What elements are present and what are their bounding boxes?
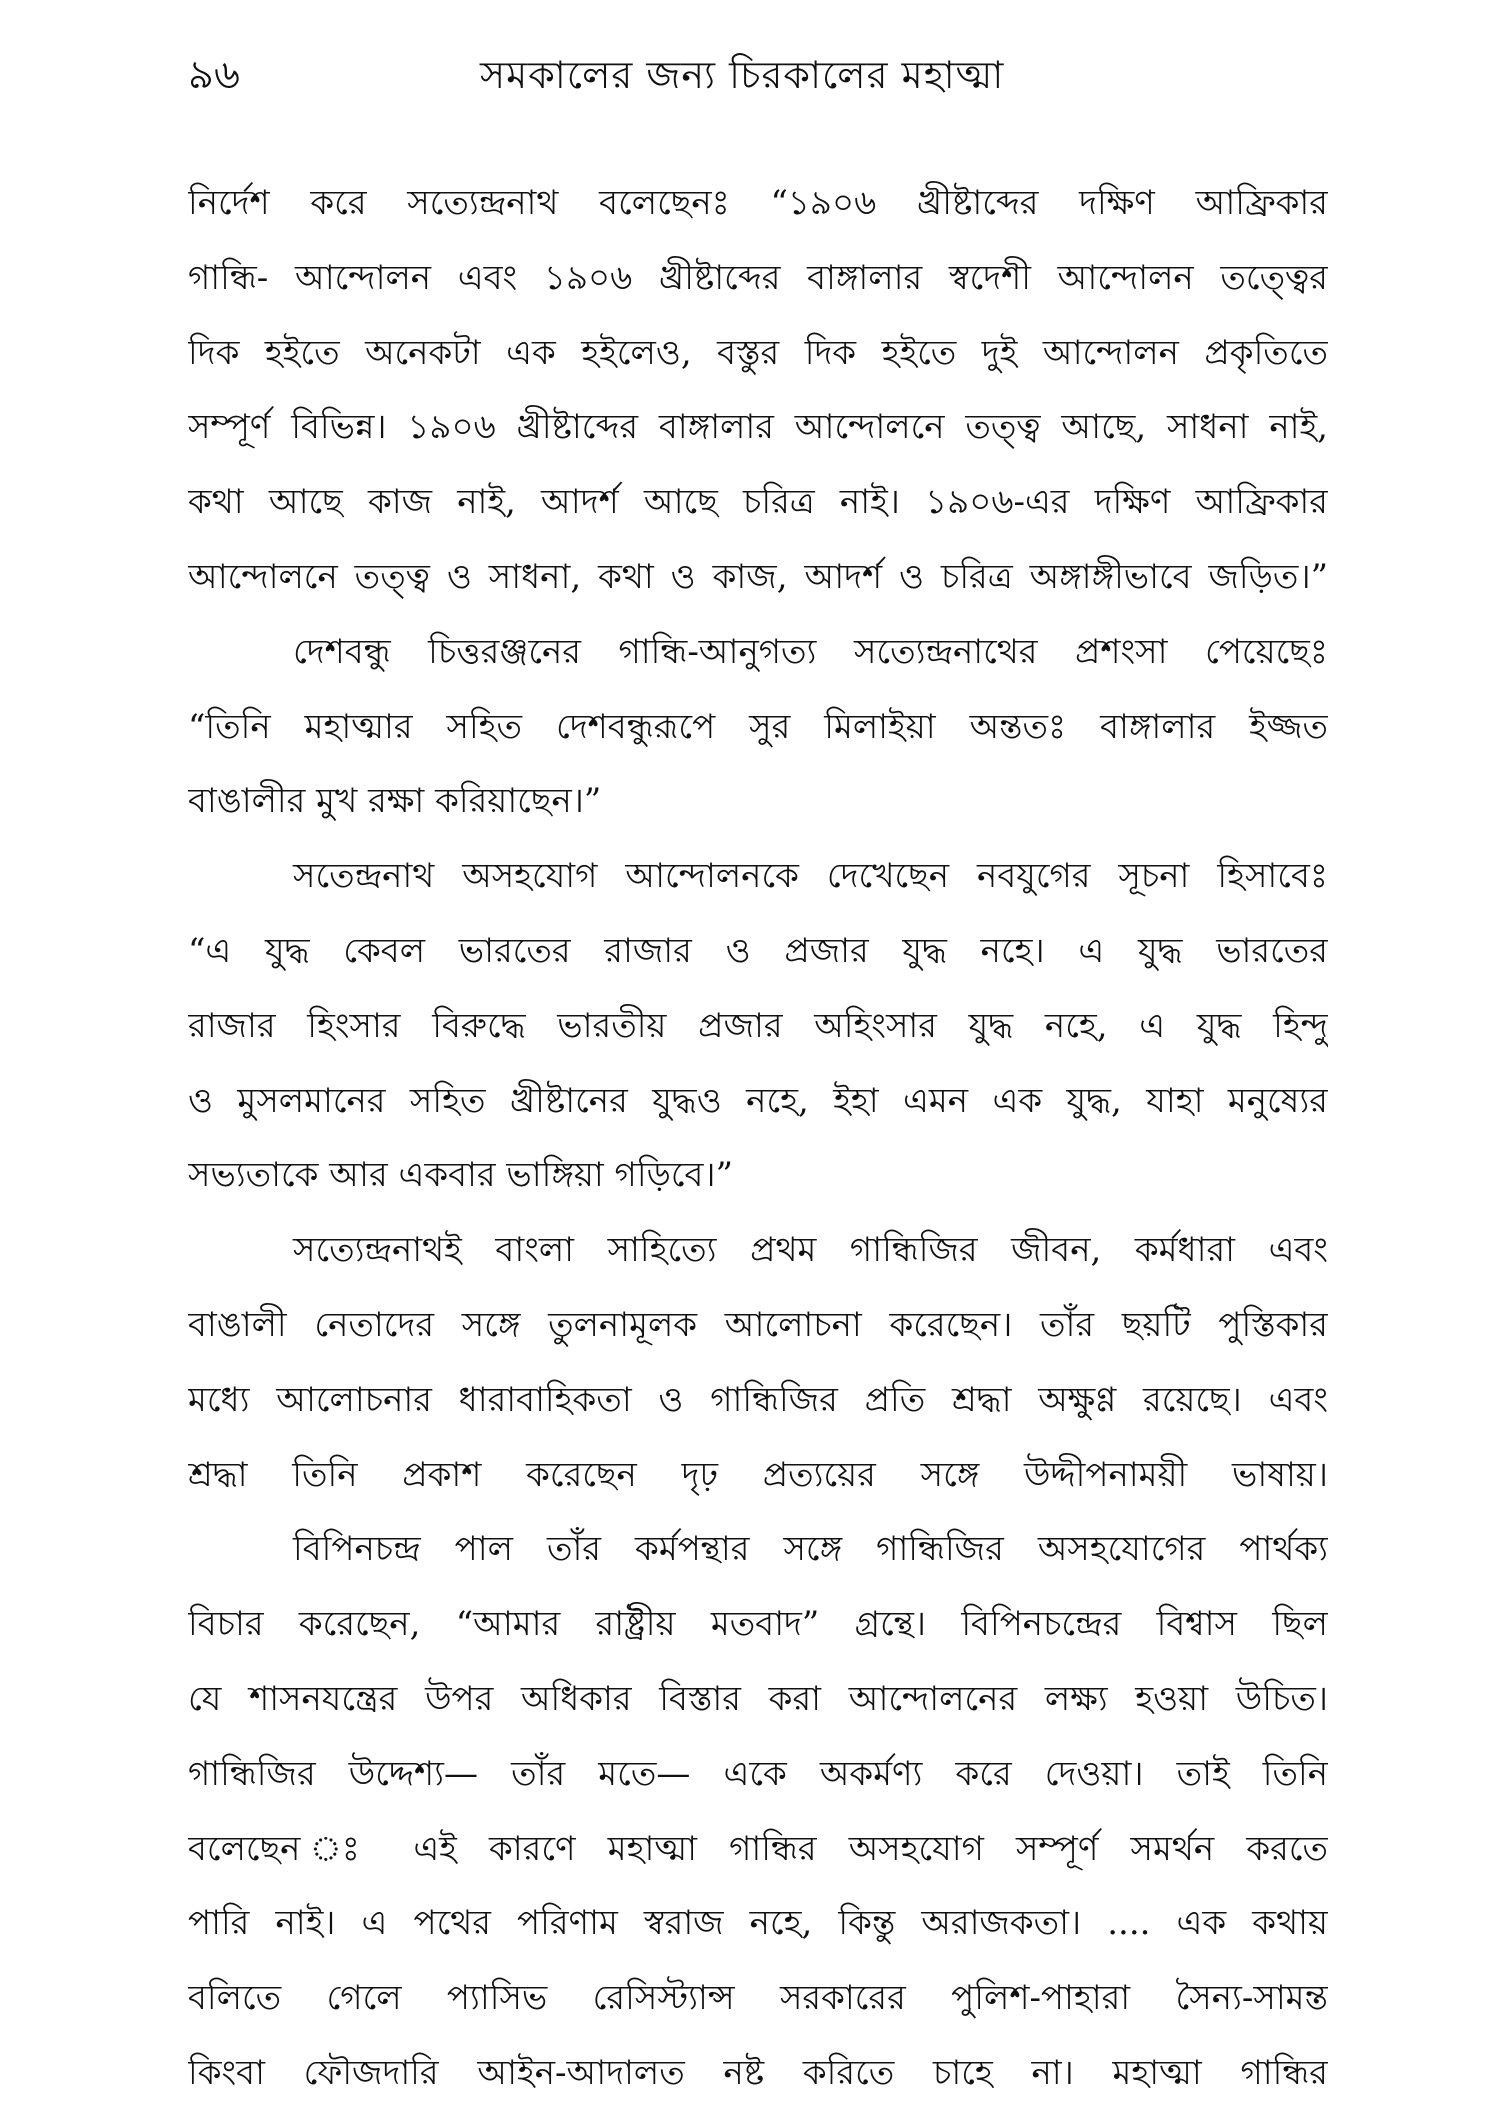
text-line: বিচার করেছেন, “আমার রাষ্ট্রীয় মতবাদ” গ্রন্থে। বিপিনচন্দ্রের বিশ্বাস ছিল — [188, 1604, 1328, 1645]
text-line: বলেছেন ঃ এই কারণে মহাত্মা গান্ধির অসহযোগ সম্পূর্ণ সমর্থন করতে — [188, 1828, 1328, 1869]
text-line: রাজার হিংসার বিরুদ্ধে ভারতীয় প্রজার অহিংসার যুদ্ধ নহে, এ যুদ্ধ হিন্দু — [188, 1005, 1328, 1046]
text-line: সম্পূর্ণ বিভিন্ন। ১৯০৬ খ্রীষ্টাব্দের বাঙ্গালার আন্দোলনে তত্ত্ব আছে, সাধনা নাই, — [188, 407, 1328, 448]
text-line: কিংবা ফৌজদারি আইন-আদালত নষ্ট করিতে চাহে না। মহাত্মা গান্ধির — [188, 2052, 1328, 2093]
text-line: শ্রদ্ধা তিনি প্রকাশ করেছেন দৃঢ় প্রত্যয়ের সঙ্গে উদ্দীপনাময়ী ভাষায়। — [188, 1454, 1328, 1495]
text-line: যে শাসনযন্ত্রের উপর অধিকার বিস্তার করা আন্দোলনের লক্ষ্য হওয়া উচিত। — [188, 1678, 1328, 1719]
text-line: বাঙালী নেতাদের সঙ্গে তুলনামূলক আলোচনা করেছেন। তাঁর ছয়টি পুস্তিকার — [188, 1304, 1328, 1345]
text-line: দেশবন্ধু চিত্তরঞ্জনের গান্ধি-আনুগত্য সত্যেন্দ্রনাথের প্রশংসা পেয়েছেঃ — [293, 631, 1328, 672]
text-line: গান্ধিজির উদ্দেশ্য— তাঁর মতে— একে অকর্মণ্য করে দেওয়া। তাই তিনি — [188, 1753, 1328, 1794]
running-title: সমকালের জন্য চিরকালের মহাত্মা — [480, 53, 1005, 97]
body-text — [188, 166, 1328, 2111]
text-line: বিপিনচন্দ্র পাল তাঁর কর্মপন্থার সঙ্গে গান্ধিজির অসহযোগের পার্থক্য — [293, 1529, 1328, 1570]
page-header — [0, 40, 1500, 110]
text-line: নির্দেশ করে সত্যেন্দ্রনাথ বলেছেনঃ “১৯০৬ খ্রীষ্টাব্দের দক্ষিণ আফ্রিকার — [188, 183, 1328, 223]
text-line: সভ্যতাকে আর একবার ভাঙ্গিয়া গড়িবে।” — [188, 1155, 733, 1196]
text-line: আন্দোলনে তত্ত্ব ও সাধনা, কথা ও কাজ, আদর্শ ও চরিত্র অঙ্গাঙ্গীভাবে জড়িত।” — [188, 556, 1328, 597]
text-line: দিক হইতে অনেকটা এক হইলেও, বস্তুর দিক হইতে দুই আন্দোলন প্রকৃতিতে — [188, 332, 1328, 373]
text-line: ও মুসলমানের সহিত খ্রীষ্টানের যুদ্ধও নহে, ইহা এমন এক যুদ্ধ, যাহা মনুষ্যের — [188, 1080, 1328, 1121]
text-line: গান্ধি- আন্দোলন এবং ১৯০৬ খ্রীষ্টাব্দের বাঙ্গালার স্বদেশী আন্দোলন তত্ত্বের — [188, 257, 1328, 298]
page-number: ৯৬ — [188, 52, 240, 98]
text-line: কথা আছে কাজ নাই, আদর্শ আছে চরিত্র নাই। ১৯০৬-এর দক্ষিণ আফ্রিকার — [188, 482, 1328, 523]
text-line: বলিতে গেলে প্যাসিভ রেসিস্ট্যান্স সরকারের পুলিশ-পাহারা সৈন্য-সামন্ত — [188, 1978, 1328, 2019]
text-line: সতেন্দ্রনাথ অসহযোগ আন্দোলনকে দেখেছেন নবযুগের সূচনা হিসাবেঃ — [293, 856, 1328, 897]
text-line: “তিনি মহাত্মার সহিত দেশবন্ধুরূপে সুর মিলাইয়া অন্ততঃ বাঙ্গালার ইজ্জত — [188, 706, 1328, 747]
text-line: পারি নাই। এ পথের পরিণাম স্বরাজ নহে, কিন্তু অরাজকতা। .... এক কথায় — [188, 1903, 1328, 1944]
text-line: সত্যেন্দ্রনাথই বাংলা সাহিত্যে প্রথম গান্ধিজির জীবন, কর্মধারা এবং — [293, 1230, 1328, 1271]
text-line: “এ যুদ্ধ কেবল ভারতের রাজার ও প্রজার যুদ্ধ নহে। এ যুদ্ধ ভারতের — [188, 930, 1328, 971]
text-line: মধ্যে আলোচনার ধারাবাহিকতা ও গান্ধিজির প্রতি শ্রদ্ধা অক্ষুণ্ণ রয়েছে। এবং — [188, 1379, 1328, 1420]
text-line: বাঙালীর মুখ রক্ষা করিয়াছেন।” — [188, 781, 602, 822]
